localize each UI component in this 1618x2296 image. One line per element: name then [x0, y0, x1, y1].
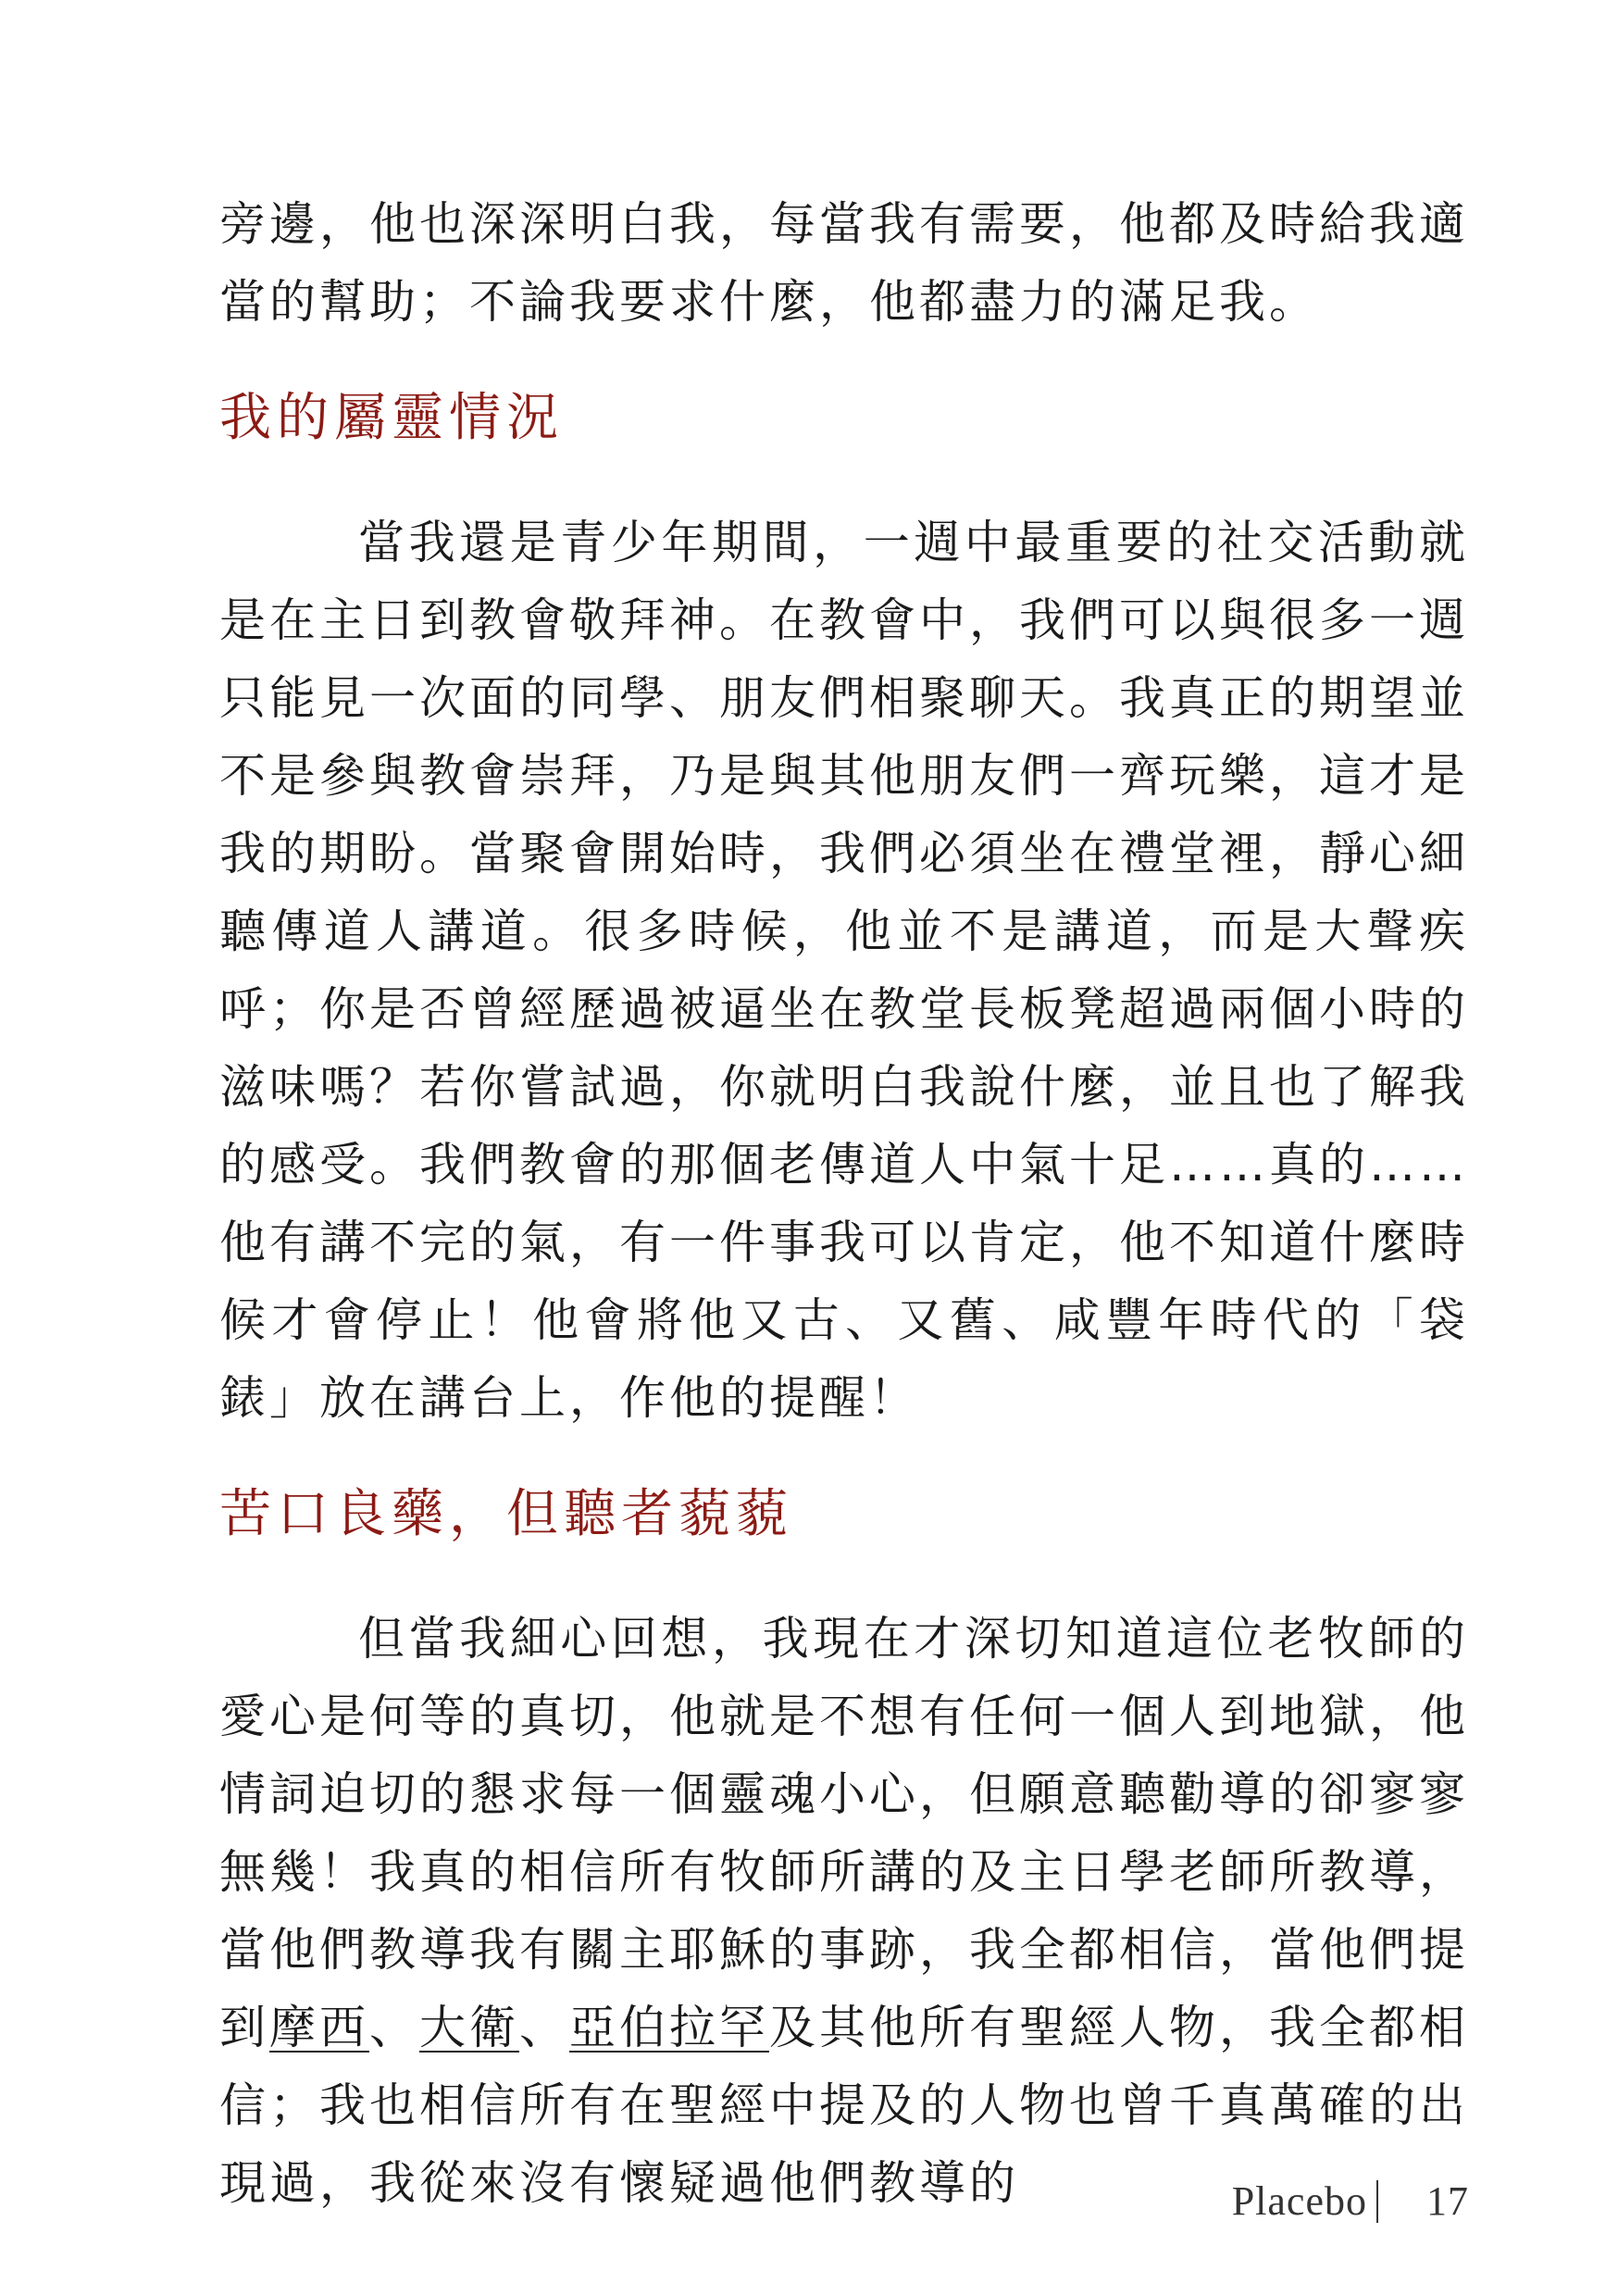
section-1-paragraph: 當我還是青少年期間，一週中最重要的社交活動就是在主日到教會敬拜神。在教會中，我們可以與很多一週只能見一次面的同學、朋友們相聚聊天。我真正的期望並不是參與教會崇拜，乃是與其他朋友們一齊玩樂，這才是我的期盼。當聚會開始時，我們必須坐在禮堂裡，靜心細聽傳道人講道。很多時候，他並不是講道，而是大聲疾呼；你是否曾經歷過被逼坐在教堂長板凳超過兩個小時的滋味嗎？若你嘗試過，你就明白我說什麼，並且也了解我的感受。我們教會的那個老傳道人中氣十足……真的……他有講不完的氣，有一件事我可以肯定，他不知道什麼時候才會停止！他會將他又古、又舊、咸豐年時代的「袋錶」放在講台上，作他的提醒！: [219, 516, 1469, 1425]
section-heading-spiritual-condition: 我的屬靈情況: [219, 388, 564, 448]
page-footer: [1232, 2177, 1469, 2225]
page-body: [219, 185, 1469, 2222]
name-david: 大衛: [419, 2001, 519, 2054]
page-number: 17: [1426, 2178, 1469, 2224]
section-2-text-part1: 但當我細心回想，我現在才深切知道這位老牧師的愛心是何等的真切，他就是不想有任何一個人到地獄，他情詞迫切的懇求每一個靈魂小心，但願意聽勸導的卻寥寥無幾！我真的相信所有牧師所講的及主日學老師所教導，當他們教導我有關主耶穌的事跡，我全都相信，當他們提到: [219, 1612, 1469, 2054]
section-heading-bitter-medicine: 苦口良藥，但聽者藐藐: [219, 1484, 793, 1544]
name-abraham: 亞伯拉罕: [569, 2001, 769, 2054]
intro-paragraph: 旁邊，他也深深明白我，每當我有需要，他都及時給我適當的幫助；不論我要求什麼，他都盡力的滿足我。: [219, 197, 1469, 329]
footer-book-title: Placebo: [1231, 2178, 1367, 2224]
section-2-text-part2: 及其他所有聖經人物，我全都相信；我也相信所有在聖經中提及的人物也曾千真萬確的出現過，我從來沒有懷疑過他們教導的: [219, 2001, 1469, 2210]
footer-divider: [1376, 2180, 1378, 2223]
separator: 、: [519, 2001, 569, 2054]
name-moses: 摩西: [269, 2001, 369, 2054]
separator: 、: [369, 2001, 419, 2054]
section-2-paragraph: [219, 1600, 1469, 2222]
